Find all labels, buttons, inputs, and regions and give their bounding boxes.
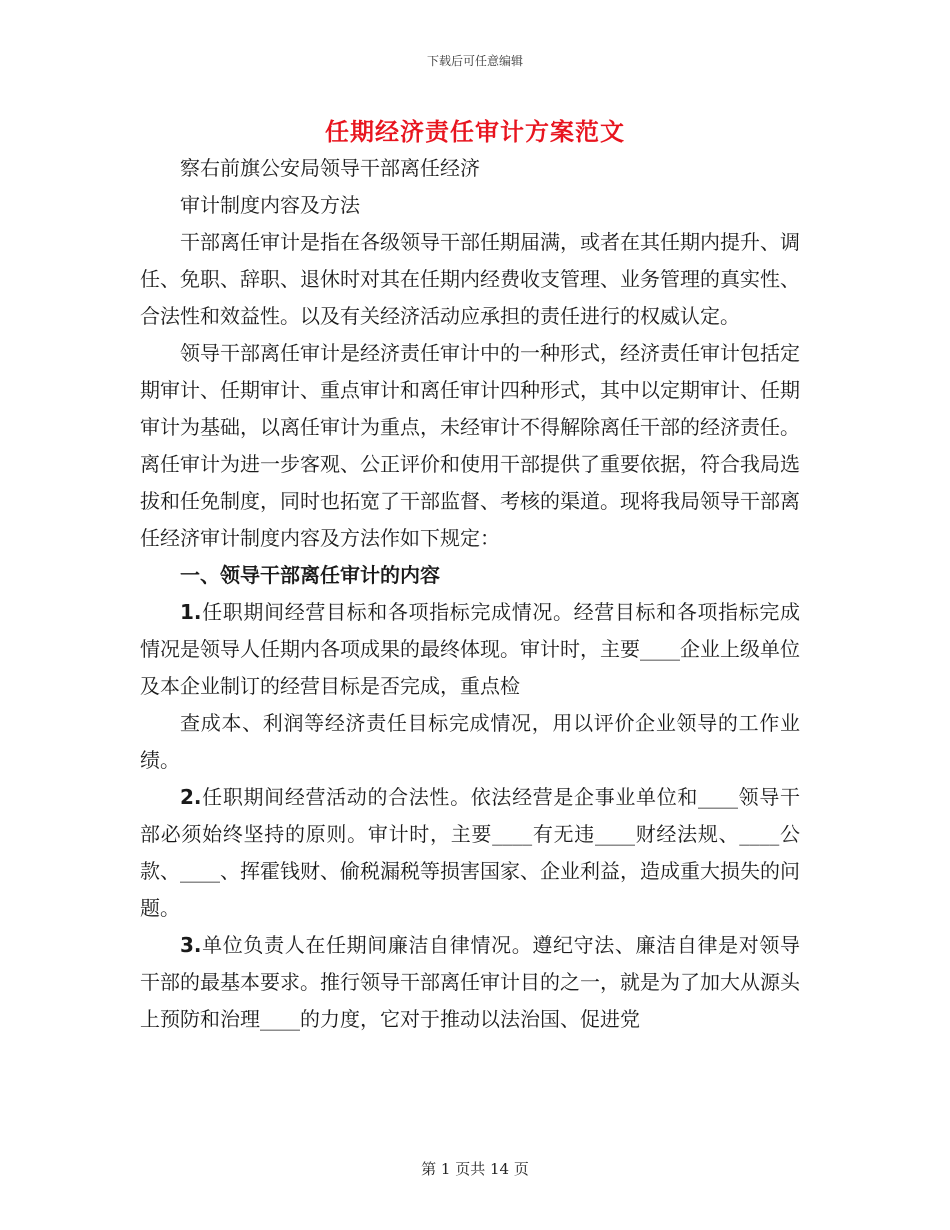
subtitle-line-1: 察右前旗公安局领导干部离任经济 (180, 156, 480, 180)
item-3-number: 3. (180, 933, 202, 957)
item-1-number: 1. (180, 600, 202, 624)
document-title: 任期经济责任审计方案范文 (325, 117, 625, 146)
paragraph-definition: 干部离任审计是指在各级领导干部任期届满，或者在其任期内提升、调任、免职、辞职、退休时对其在任期内经费收支管理、业务管理的真实性、合法性和效益性。以及有关经济活动应承担的责任进行的权威认定。 (140, 230, 800, 328)
paragraph-forms: 领导干部离任审计是经济责任审计中的一种形式，经济责任审计包括定期审计、任期审计、重点审计和离任审计四种形式，其中以定期审计、任期审计为基础，以离任审计为重点，未经审计不得解除离任干部的经济责任。离任审计为进一步客观、公正评价和使用干部提供了重要依据，符合我局选拔和任免制度，同时也拓宽了干部监督、考核的渠道。现将我局领导干部离任经济审计制度内容及方法作如下规定： (140, 341, 800, 550)
item-2-text: 任职期间经营活动的合法性。依法经营是企事业单位和____领导干部必须始终坚持的原则。审计时，主要____有无违____财经法规、____公款、____、挥霍钱财、偷税漏税等损害国家、企业利益，造成重大损失的问题。 (140, 785, 800, 920)
item-1-continued (140, 705, 800, 779)
section-heading-1: 一、领导干部离任审计的内容 (180, 563, 440, 587)
document-body (140, 150, 800, 1038)
item-1 (140, 594, 800, 705)
item-3-text: 单位负责人在任期间廉洁自律情况。遵纪守法、廉洁自律是对领导干部的最基本要求。推行领导干部离任审计目的之一，就是为了加大从源头上预防和治理____的力度，它对于推动以法治国、促进党 (140, 933, 800, 1031)
item-1-continued-text: 查成本、利润等经济责任目标完成情况，用以评价企业领导的工作业绩。 (140, 711, 800, 772)
item-1-text: 任职期间经营目标和各项指标完成情况。经营目标和各项指标完成情况是领导人任期内各项成果的最终体现。审计时，主要____企业上级单位及本企业制订的经营目标是否完成，重点检 (140, 600, 800, 698)
page-header: 下载后可任意编辑 (426, 54, 523, 68)
page-footer: 第 1 页共 14 页 (421, 1160, 529, 1178)
item-2-number: 2. (180, 785, 202, 809)
subtitle-line-2: 审计制度内容及方法 (180, 193, 360, 217)
item-3 (140, 927, 800, 1038)
item-2 (140, 779, 800, 927)
